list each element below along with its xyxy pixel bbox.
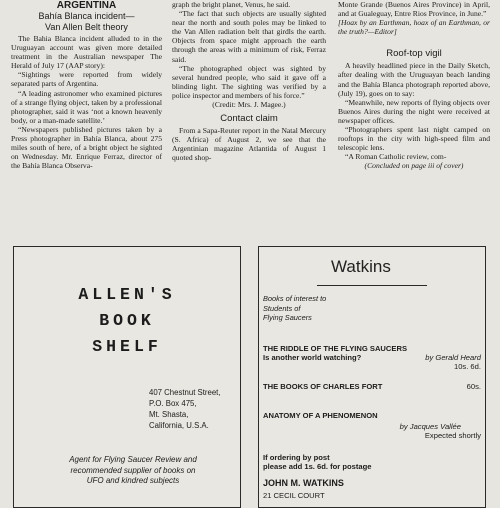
- allens-book-shelf-advert: [13, 246, 241, 508]
- editor-note: [Hoax by an Earthman, hoax of an Earthman, or the truth?—Editor]: [338, 18, 490, 37]
- book-1-subtitle: Is another world watching?: [263, 353, 362, 362]
- continued-note: (Concluded on page iii of cover): [364, 161, 464, 171]
- article-column-2: [172, 0, 326, 163]
- advert-title-line-1: ALLEN'S: [78, 285, 176, 304]
- address-line: California, U.S.A.: [149, 421, 209, 430]
- book-3-title: ANATOMY OF A PHENOMENON: [263, 411, 378, 420]
- book-1-author: by Gerald Heard: [425, 353, 481, 362]
- address-line: Mt. Shasta,: [149, 410, 189, 419]
- paragraph: “Sightings were reported from widely separated parts of Argentina.: [11, 70, 162, 89]
- seller-name: JOHN M. WATKINS: [263, 478, 344, 488]
- postal-address: [149, 387, 221, 431]
- postage-note-line-1: If ordering by post: [263, 453, 330, 462]
- section-heading-roof-top-vigil: Roof-top vigil: [386, 48, 442, 60]
- title-rule: [317, 285, 427, 286]
- paragraph: “Photographers spent last night camped on rooftops in the city with high-speed film and telescopic lens.: [338, 125, 490, 153]
- agent-line: UFO and kindred subjects: [86, 476, 180, 485]
- advert-title: Watkins: [331, 257, 391, 276]
- article-column-3: [338, 0, 490, 171]
- paragraph: “A Roman Catholic review, com-: [345, 152, 447, 162]
- watkins-advert: [258, 246, 486, 508]
- book-2-title: THE BOOKS OF CHARLES FORT: [263, 382, 383, 391]
- postage-note-line-2: please add 1s. 6d. for postage: [263, 462, 372, 471]
- subtitle-line: Books of interest to: [263, 294, 327, 303]
- paragraph: “The fact that such objects are usually sighted near the north and south poles may be linked to the Van Allen radiation belt that girdls the earth. Objects from space might approach the earth through the areas with a minimum of risk, Ferraz said.: [172, 9, 326, 64]
- book-3-status: Expected shortly: [424, 431, 481, 440]
- paragraph: “Newspapers published pictures taken by a Press photographer in Bahía Blanca, about 275 miles south of here, of a bright object he sighted on Wednesday. Mr. Enrique Ferraz, director of the Bahía Blanca Observa-: [11, 124, 162, 171]
- paragraph: From a Sapa-Reuter report in the Natal Mercury (S. Africa) of August 2, we see that the Argentinian magazine Atlantida of August 1 quoted shop-: [172, 126, 326, 163]
- paragraph: “A leading astronomer who examined pictures of a strange flying object, taken by a professional photographer, said it was ‘not a known heavenly body, or a man-made satellite.’: [11, 88, 162, 125]
- subtitle-line: Students of: [263, 303, 301, 313]
- address-line: 407 Chestnut Street,: [149, 388, 221, 397]
- agent-statement: [38, 455, 228, 487]
- paragraph: The Bahia Blanca incident alluded to in the Uruguayan account was given more detailed treatment in the Australian newspaper The Herald of July 17 (AAP story):: [11, 34, 162, 71]
- paragraph: Monte Grande (Buenos Aires Province) in April, and at Gualeguay, Entre Rios Province, in June.”: [338, 0, 490, 19]
- paragraph: A heavily headlined piece in the Daily Sketch, after dealing with the Uruguayan beach landing and the Bahía Blanca photograph reported above, (July 19), goes on to say:: [338, 61, 490, 98]
- section-heading-contact-claim: Contact claim: [220, 113, 278, 125]
- headline-line-1: Bahía Blanca incident—: [38, 11, 135, 21]
- address-line: P.O. Box 475,: [149, 399, 197, 408]
- book-3-author: by Jacques Vallée: [399, 422, 461, 431]
- seller-address: 21 CECIL COURT: [263, 491, 325, 500]
- section-heading-argentina: ARGENTINA: [56, 0, 117, 11]
- advert-title-line-3: SHELF: [92, 337, 162, 356]
- article-column-1: [11, 0, 162, 170]
- subtitle-line: Flying Saucers: [263, 313, 312, 323]
- headline-line-2: Van Allen Belt theory: [45, 21, 128, 32]
- book-2-price: 60s.: [466, 382, 481, 391]
- agent-line: Agent for Flying Saucer Review and: [69, 455, 197, 464]
- book-1-title: THE RIDDLE OF THE FLYING SAUCERS: [263, 344, 408, 353]
- agent-line: recommended supplier of books on: [70, 465, 196, 475]
- advert-title-line-2: BOOK: [99, 311, 155, 330]
- advert-subtitle: [263, 294, 326, 323]
- paragraph: “Meanwhile, new reports of flying objects over Buenos Aires during the night were received at newspaper offices.: [338, 97, 490, 125]
- book-1-price: 10s. 6d.: [453, 362, 481, 371]
- paragraph: graph the bright planet, Venus, he said.: [172, 0, 291, 9]
- credit-line: (Credit: Mrs. J. Magee.): [212, 100, 286, 110]
- paragraph: “The photographed object was sighted by several hundred people, who said it gave off a blinding light. The sighting was verified by a police inspector and members of his force.”: [172, 63, 326, 100]
